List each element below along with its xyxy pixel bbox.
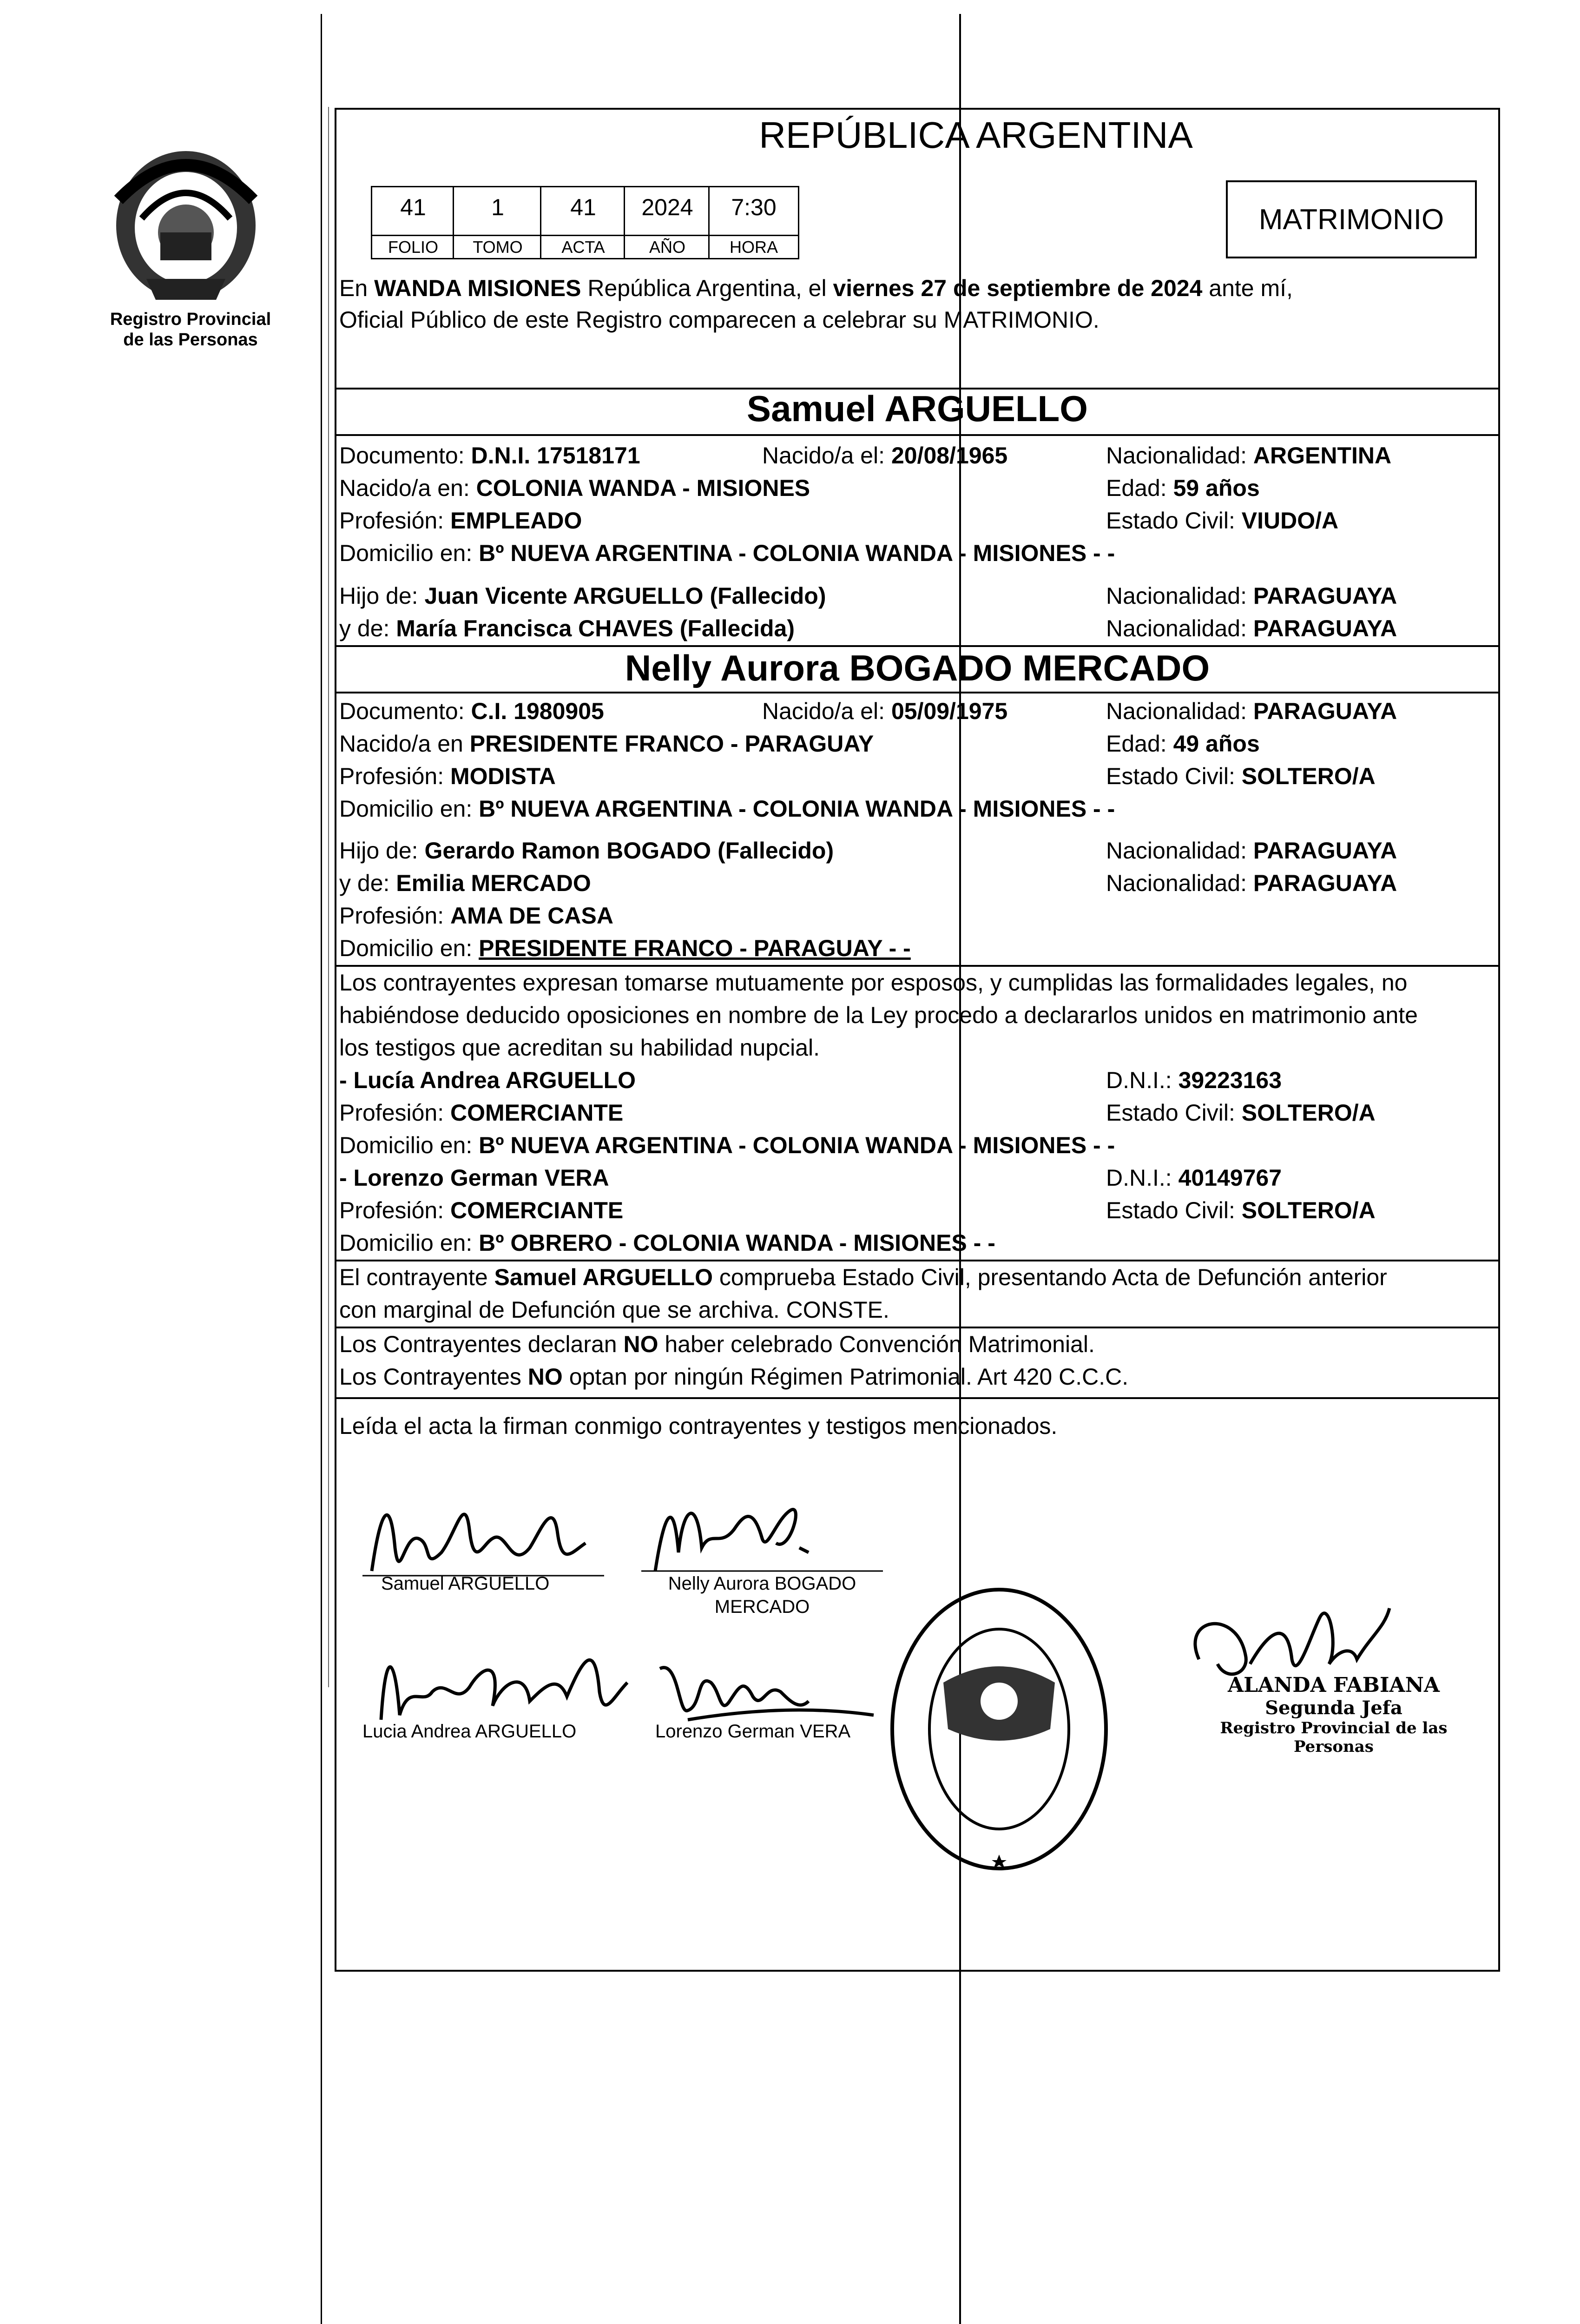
regime-note-line1: Los Contrayentes declaran NO haber celebrado Convención Matrimonial. [339, 1331, 1095, 1357]
witness1-name: - Lucía Andrea ARGUELLO [339, 1067, 636, 1093]
hora-value: 7:30 [731, 194, 777, 220]
witness1-dni: D.N.I.: 39223163 [1106, 1067, 1282, 1093]
bride-birthplace: Nacido/a en PRESIDENTE FRANCO - PARAGUAY [339, 731, 874, 757]
witness2-civil-status: Estado Civil: SOLTERO/A [1106, 1197, 1376, 1223]
folio-label: FOLIO [388, 238, 439, 257]
bride-birthdate: Nacido/a el: 05/09/1975 [762, 698, 1008, 724]
declaration-line3: los testigos que acreditan su habilidad nupcial. [339, 1035, 820, 1061]
acta-value: 41 [570, 194, 596, 220]
bride-mother-address: Domicilio en: PRESIDENTE FRANCO - PARAGUAY - - [339, 935, 911, 961]
bride-civil-status: Estado Civil: SOLTERO/A [1106, 763, 1376, 789]
bride-mother-profession: Profesión: AMA DE CASA [339, 903, 613, 929]
declaration-line2: habiéndose deducido oposiciones en nombre de la Ley procedo a declararlos unidos en matrimonio ante [339, 1002, 1418, 1028]
witness2-profession: Profesión: COMERCIANTE [339, 1197, 624, 1223]
margin-line [321, 14, 322, 2324]
official-stamp [1190, 1673, 1478, 1756]
witness2-signature-caption: Lorenzo German VERA [655, 1721, 851, 1742]
groom-nationality: Nacionalidad: ARGENTINA [1106, 442, 1392, 469]
official-stamp-role: Segunda Jefa [1265, 1697, 1402, 1719]
official-stamp-org: Registro Provincial de las Personas [1220, 1719, 1448, 1756]
intro-line2: Oficial Público de este Registro comparecen a celebrar su MATRIMONIO. [339, 307, 1099, 333]
hora-label: HORA [729, 238, 778, 257]
acta-label: ACTA [561, 238, 605, 257]
registry-caption [91, 309, 290, 350]
ano-value: 2024 [641, 194, 693, 220]
groom-civil-status: Estado Civil: VIUDO/A [1106, 508, 1339, 534]
witness1-address: Domicilio en: Bº NUEVA ARGENTINA - COLONIA WANDA - MISIONES - - [339, 1132, 1115, 1158]
witness2-address: Domicilio en: Bº OBRERO - COLONIA WANDA - MISIONES - - [339, 1230, 995, 1256]
folio-value: 41 [400, 194, 426, 220]
groom-father-nationality: Nacionalidad: PARAGUAYA [1106, 583, 1397, 609]
witness2-name: - Lorenzo German VERA [339, 1165, 609, 1191]
groom-mother-nationality: Nacionalidad: PARAGUAYA [1106, 615, 1397, 641]
registry-caption-line2: de las Personas [123, 330, 258, 350]
bride-name-heading: Nelly Aurora BOGADO MERCADO [625, 647, 1210, 688]
tomo-value: 1 [491, 194, 504, 220]
bride-signature-caption: Nelly Aurora BOGADO MERCADO [668, 1573, 856, 1617]
groom-name-heading: Samuel ARGUELLO [747, 388, 1088, 429]
bride-age: Edad: 49 años [1106, 731, 1260, 757]
groom-birthplace: Nacido/a en: COLONIA WANDA - MISIONES [339, 475, 810, 501]
closing-statement: Leída el acta la firman conmigo contrayentes y testigos mencionados. [339, 1413, 1058, 1439]
groom-mother: y de: María Francisca CHAVES (Fallecida) [339, 615, 795, 641]
bride-mother-nationality: Nacionalidad: PARAGUAYA [1106, 870, 1397, 896]
bride-father: Hijo de: Gerardo Ramon BOGADO (Fallecido) [339, 838, 834, 864]
provincial-coat-of-arms-logo [91, 139, 281, 307]
witness2-dni: D.N.I.: 40149767 [1106, 1165, 1282, 1191]
acta-reference-table [371, 186, 799, 259]
bride-nationality: Nacionalidad: PARAGUAYA [1106, 698, 1397, 724]
declaration-line1: Los contrayentes expresan tomarse mutuamente por esposos, y cumplidas las formalidades legales, no [339, 970, 1408, 996]
groom-father: Hijo de: Juan Vicente ARGUELLO (Fallecido) [339, 583, 826, 609]
header-title: REPÚBLICA ARGENTINA [759, 114, 1193, 156]
registry-caption-line1: Registro Provincial [110, 310, 271, 329]
witness1-signature-caption: Lucia Andrea ARGUELLO [362, 1721, 577, 1742]
certificate-type-box: MATRIMONIO [1226, 180, 1477, 258]
groom-document: Documento: D.N.I. 17518171 [339, 442, 640, 469]
groom-signature-caption: Samuel ARGUELLO [381, 1573, 550, 1594]
bride-profession: Profesión: MODISTA [339, 763, 556, 789]
witness1-civil-status: Estado Civil: SOLTERO/A [1106, 1100, 1376, 1126]
regime-note-line2: Los Contrayentes NO optan por ningún Régimen Patrimonial. Art 420 C.C.C. [339, 1364, 1129, 1390]
groom-profession: Profesión: EMPLEADO [339, 508, 582, 534]
tomo-label: TOMO [473, 238, 523, 257]
groom-age: Edad: 59 años [1106, 475, 1260, 501]
civil-status-note-line1: El contrayente Samuel ARGUELLO comprueba Estado Civil, presentando Acta de Defunción anterior [339, 1264, 1387, 1290]
ano-label: AÑO [649, 238, 685, 257]
bride-father-nationality: Nacionalidad: PARAGUAYA [1106, 838, 1397, 864]
civil-status-note-line2: con marginal de Defunción que se archiva. CONSTE. [339, 1297, 889, 1323]
groom-birthdate: Nacido/a el: 20/08/1965 [762, 442, 1008, 469]
bride-document: Documento: C.I. 1980905 [339, 698, 604, 724]
groom-address: Domicilio en: Bº NUEVA ARGENTINA - COLONIA WANDA - MISIONES - - [339, 540, 1115, 566]
bride-mother: y de: Emilia MERCADO [339, 870, 591, 896]
delegation-round-seal [883, 1580, 1115, 1878]
bride-address: Domicilio en: Bº NUEVA ARGENTINA - COLONIA WANDA - MISIONES - - [339, 796, 1115, 822]
witness1-profession: Profesión: COMERCIANTE [339, 1100, 624, 1126]
intro-line1: En WANDA MISIONES República Argentina, el viernes 27 de septiembre de 2024 ante mí, [339, 275, 1293, 301]
official-stamp-name: ALANDA FABIANA [1227, 1673, 1440, 1697]
margin-line-faint [328, 107, 329, 1687]
